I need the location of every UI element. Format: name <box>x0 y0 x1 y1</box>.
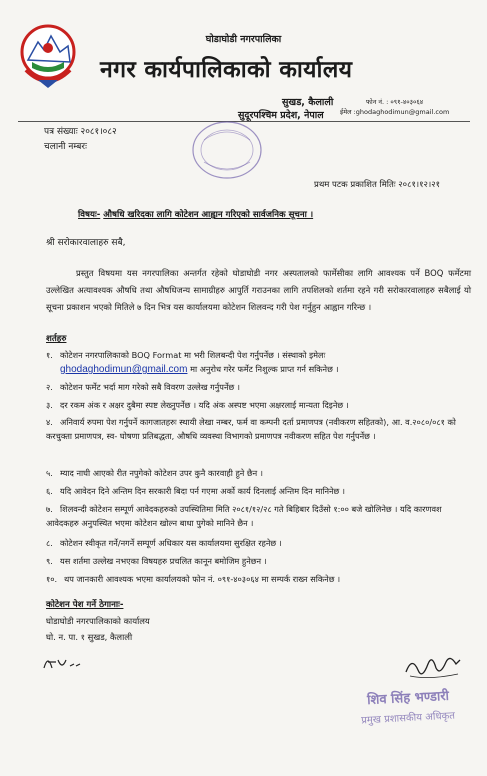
condition-item <box>46 466 471 480</box>
condition-text: शिलवन्दी कोटेशन सम्पूर्ण आवेदकहरुको उपस्थितिमा मिति २०८१/१२/२८ गते बिहिबार दिउँसो १:०० बजे खोलिनेछ । यदि कारणवश आवेदकहरु अनुपस्थित भएमा कोटेशन खोल्न बाधा पुगेको मानिने छैन । <box>46 504 442 528</box>
condition-item <box>46 415 471 443</box>
condition-text: अनिवार्य रुपमा पेश गर्नुपर्ने कागजातहरुः स्थायी लेखा नम्बर, फर्म वा कम्पनी दर्ता प्रमाणपत्र (नवीकरण सहितको), आ. व.२०८०/०८१ को करचुक्ता प्रमाणपत्र, स्व- घोषणा प्रतिबद्धता, औषधि व्यवस्था विभागको प्रमाणपत्र नवीकरण सहित पेश गर्नुपर्नेछ । <box>46 417 456 441</box>
dispatch-number: चलानी नम्बरः <box>44 142 87 152</box>
initials-signature <box>40 652 84 674</box>
condition-number: ७. <box>46 504 53 514</box>
condition-number: २. <box>46 382 53 392</box>
condition-text: कोटेशन नगरपालिकाको BOQ Format मा भरी शिलबन्दी पेश गर्नुपर्नेछ । संस्थाको इमेलः <box>60 350 326 360</box>
condition-text: यस शर्तमा उल्लेख नभएका विषयहरु प्रचलित कानून बमोजिम हुनेछन । <box>60 556 267 566</box>
district-line: सुखड, कैलाली <box>282 97 334 108</box>
officer-name: शिव सिंह भण्डारी <box>366 688 450 709</box>
condition-number: ३. <box>46 400 53 410</box>
subject-line <box>78 208 313 220</box>
officer-title: प्रमुख प्रशासकीय अधिकृत <box>360 710 456 727</box>
address-line-1: घोडाघोडी नगरपालिकाको कार्यालय <box>46 616 150 626</box>
condition-number: १. <box>46 350 53 360</box>
phone-line: फोन नं. : ०९१-४०३०६४ <box>366 98 424 106</box>
condition-text: थप जानकारी आवश्यक भएमा कार्यालयको फोन नं. ०९१-४०३०६४ मा सम्पर्क राख्न सकिनेछ । <box>64 574 341 584</box>
subject-text: औषधि खरिदका लागि कोटेशन आह्वान गरिएको सार्वजनिक सूचना । <box>103 210 314 220</box>
body-paragraph: प्रस्तुत विषयमा यस नगरपालिका अन्तर्गत रहेको घोडाघोडी नगर अस्पतालको फार्मेसीका लागि आवश्यक पर्ने BOQ फर्मेटमा उल्लेखित अत्यावश्यक औषधि तथा औषधिजन्य सामाग्रीहरु आपुर्ति गराउनका लागि तपशिलको शर्तमा रहने गरी सरोकारवालाहरु सबैलाई यो सूचना प्रकाशन भएको मितिले ७ दिन भित्र यस कार्यालयमा कोटेशन शिलवन्द गरी पेश गर्नुहुन आह्वान गरिन्छ । <box>46 268 471 312</box>
conditions-heading: शर्तहरु <box>46 334 67 344</box>
condition-item <box>46 502 471 530</box>
subject-label: विषयः- <box>78 210 101 220</box>
condition-item <box>46 536 471 550</box>
condition-number: ९. <box>46 556 53 566</box>
reference-number: पत्र संख्याः २०८१।०८२ <box>44 127 117 137</box>
contact-email-link[interactable]: ghodaghodimun@gmail.com <box>60 364 188 375</box>
condition-item <box>46 554 471 568</box>
condition-number: ५. <box>46 468 53 478</box>
condition-text: कोटेशन स्वीकृत गर्ने/नगर्ने सम्पूर्ण अधिकार यस कार्यालयमा सुरक्षित रहनेछ । <box>60 538 282 548</box>
condition-text: दर रकम अंक र अक्षर दुबैमा स्पष्ट लेख्नुपर्नेछ । यदि अंक अस्पष्ट भएमा अक्षरलाई मान्यता दिइनेछ । <box>60 400 349 410</box>
office-title: नगर कार्यपालिकाको कार्यालय <box>100 57 353 83</box>
office-seal-stamp <box>190 118 264 182</box>
publication-date: प्रथम पटक प्रकाशित मितिः २०८१।१२।२१ <box>314 180 441 190</box>
salutation: श्री सरोकारवालाहरु सबै, <box>46 238 126 248</box>
condition-item <box>46 348 471 377</box>
condition-number: ६. <box>46 486 53 496</box>
address-heading: कोटेशन पेश गर्ने ठेगानाः- <box>46 600 124 610</box>
condition-item <box>46 380 471 394</box>
condition-text-cont: मा अनुरोध गरेर फर्मेट निशुल्क प्राप्त गर्न सकिनेछ । <box>190 364 339 374</box>
address-line-2: घो. न. पा. १ सुखड, कैलाली <box>46 632 133 642</box>
condition-text: यदि आवेदन दिने अन्तिम दिन सरकारी बिदा पर्न गएमा अर्को कार्य दिनलाई अन्तिम दिन मानिनेछ । <box>60 486 345 496</box>
condition-item <box>46 398 471 412</box>
condition-item <box>46 484 471 498</box>
condition-text: म्याद नाघी आएको रीत नपुगेको कोटेशन उपर कुनै कारवाही हुने छैन । <box>60 468 263 478</box>
officer-signature <box>400 650 466 684</box>
province-line: सुदूरपश्चिम प्रदेश, नेपाल <box>238 110 324 121</box>
officer-name-stamp <box>338 688 478 736</box>
condition-text: कोटेशन फर्मेट भर्दा माग गरेको सबै विवरण उल्लेख गर्नुपर्नेछ । <box>60 382 240 392</box>
condition-item <box>46 572 471 586</box>
email-line: ईमेल :ghodaghodimun@gmail.com <box>340 108 450 116</box>
condition-number: ८. <box>46 538 53 548</box>
condition-number: १०. <box>46 574 58 584</box>
condition-number: ४. <box>46 417 53 427</box>
municipality-name: घोडाघोडी नगरपालिका <box>205 34 282 45</box>
